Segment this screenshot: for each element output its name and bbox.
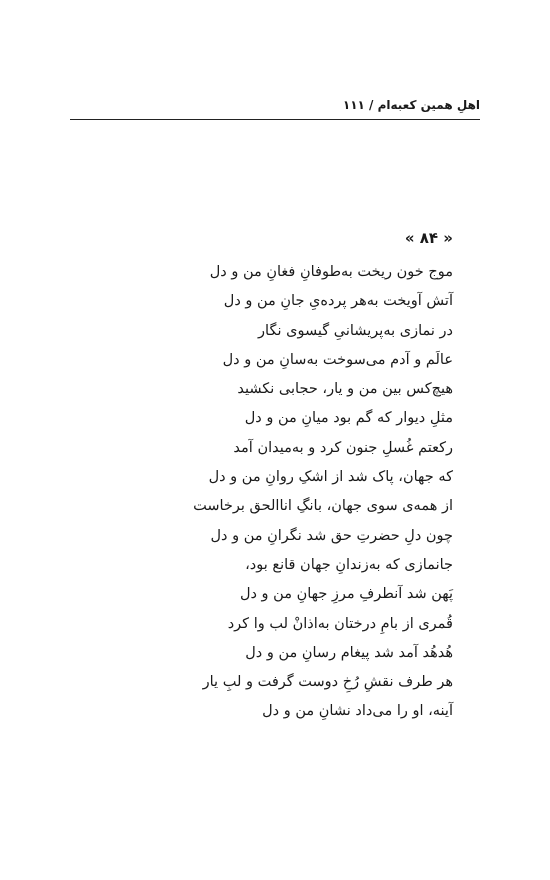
poem-number: « ۸۴ »	[404, 229, 453, 247]
poem-line: عالَم و آدم می‌سوخت به‌سانِ من و دل	[222, 351, 453, 368]
running-header-text: اهلِ همین کعبه‌ام / ۱۱۱	[342, 98, 480, 112]
poem-line: مثلِ دیوار که گم بود میانِ من و دل	[244, 410, 453, 427]
poem-line: از همه‌ی سوی جهان، بانگِ اناالحق برخاست	[193, 498, 453, 515]
poem-line: قُمری از بامِ درختان به‌اذانْ لب وا کرد	[227, 615, 453, 632]
poem-line: آتش آویخت به‌هر پرده‌یِ جانِ من و دل	[223, 293, 453, 310]
poem-line: موج خون ریخت به‌طوفانِ فغانِ من و دل	[209, 264, 453, 280]
poem-line: که جهان، پاک شد از اشکِ روانِ من و دل	[208, 469, 453, 486]
header-divider	[70, 119, 480, 120]
poem-line: هر طرف نقشِ رُخِ دوست گرفت و لبِ یار	[202, 674, 453, 691]
poem-line: پَهن شد آنطرفِ مرزِ جهانِ من و دل	[239, 586, 453, 603]
poem-line: در نمازی به‌پریشانیِ گیسوی نگار	[258, 322, 453, 339]
running-header	[70, 92, 480, 118]
poem-line: جانمازی که به‌زندانِ جهان قانع بود،	[245, 556, 453, 573]
poem-line: هیچ‌کس بین من و یار، حجابی نکشید	[237, 381, 453, 398]
poem-line: هُدهُد آمد شد پیغام رسانِ من و دل	[245, 644, 453, 661]
poem-line: آینه، او را می‌داد نشانِ من و دل	[262, 703, 453, 720]
poem-line: چون دلِ حضرتِ حق شد نگرانِ من و دل	[210, 527, 453, 544]
poem-line: رکعتم غُسلِ جنون کرد و به‌میدان آمد	[233, 439, 453, 456]
poem	[143, 226, 453, 727]
